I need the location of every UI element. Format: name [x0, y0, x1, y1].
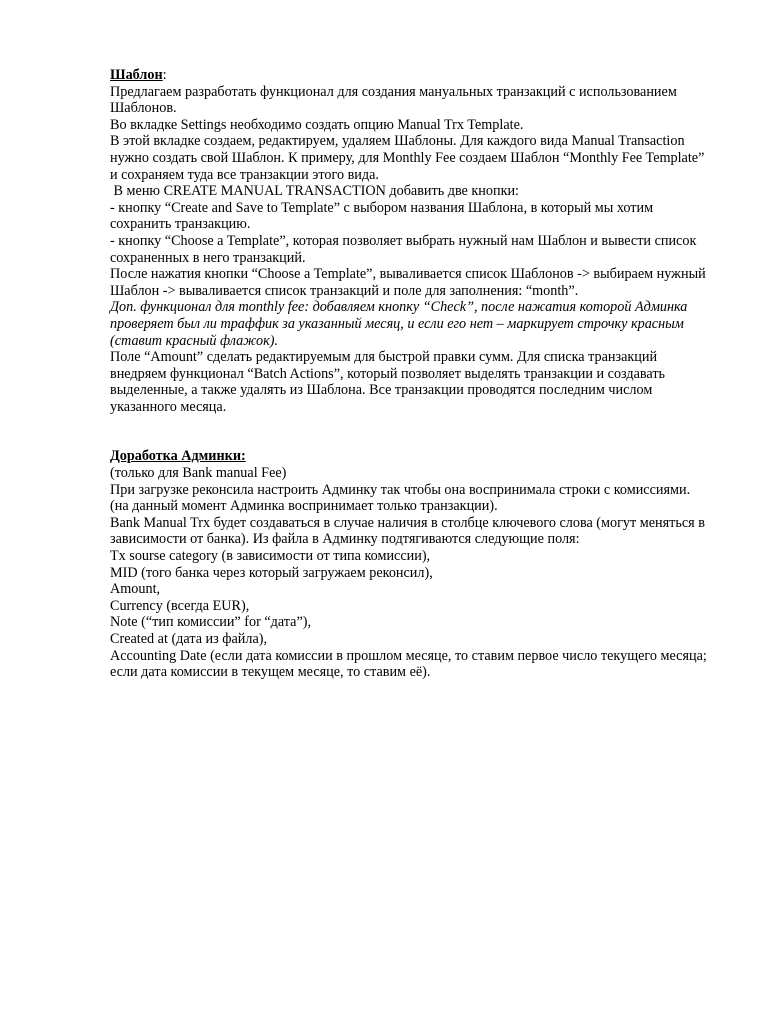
list-line: При загрузке реконсила настроить Админку так чтобы она воспринимала строки с комиссиями. [110, 481, 691, 498]
list-line: MID (того банка через который загружаем реконсил), [110, 564, 433, 581]
list-line: Bank Manual Trx будет создаваться в случае наличия в столбце ключевого слова (могут меняться в зависимости от банка). Из файла в Админку подтягиваются следующие поля: [110, 514, 705, 548]
list-line: (на данный момент Админка воспринимает только транзакции). [110, 498, 498, 515]
paragraph: В этой вкладке создаем, редактируем, удаляем Шаблоны. Для каждого вида Manual Transaction нужно создать свой Шаблон. К примеру, для Monthly Fee создаем Шаблон “Monthly Fee Template” и сохраняем туда все транзакции этого вида. [110, 133, 705, 183]
paragraph: Поле “Amount” сделать редактируемым для быстрой правки сумм. Для списка транзакций внедряем функционал “Batch Actions”, который позволяет выделять транзакции и создавать выделенные, а также удалять из Шаблона. Все транзакции проводятся последним числом указанного месяца. [110, 349, 666, 415]
list-line: Tx sourse category (в зависимости от типа комиссии), [110, 548, 431, 565]
paragraph: - кнопку “Choose a Template”, которая позволяет выбрать нужный нам Шаблон и вывести список сохраненных в него транзакций. [110, 232, 697, 266]
italic-paragraph: Доп. функционал для monthly fee: добавляем кнопку “Check”, после нажатия которой Админка проверяет был ли траффик за указанный месяц, и если его нет – маркирует строчку красным (ставит красный флажок). [110, 299, 688, 349]
list-line: Note (“тип комиссии” for “дата”), [110, 614, 312, 631]
paragraph: Предлагаем разработать функционал для создания мануальных транзакций с использованием Шаблонов. [110, 83, 677, 117]
list-line: (только для Bank manual Fee) [110, 465, 287, 482]
paragraph: - кнопку “Create and Save to Template” с выбором названия Шаблона, в который мы хотим сохранить транзакцию. [110, 199, 654, 233]
section-title-admin: Доработка Админки: [110, 448, 246, 465]
list-line: Created at (дата из файла), [110, 631, 268, 647]
paragraph: После нажатия кнопки “Choose a Template”, вываливается список Шаблонов -> выбираем нужный Шаблон -> вываливается список транзакций и поле для заполнения: “month”. [110, 266, 706, 299]
paragraph: В меню CREATE MANUAL TRANSACTION добавить две кнопки: [110, 183, 520, 200]
section-title-line [110, 67, 710, 84]
document-page [110, 67, 710, 681]
paragraph: Во вкладке Settings необходимо создать опцию Manual Trx Template. [110, 116, 524, 133]
section-title-colon: : [162, 67, 167, 83]
list-line: Currency (всегда EUR), [110, 597, 250, 614]
list-line: Amount, [110, 581, 161, 598]
list-line: Accounting Date (если дата комиссии в прошлом месяце, то ставим первое число текущего месяца; если дата комиссии в текущем месяце, то ставим её). [110, 647, 707, 681]
section-title-template: Шаблон [110, 67, 163, 83]
section-spacer [110, 415, 710, 448]
